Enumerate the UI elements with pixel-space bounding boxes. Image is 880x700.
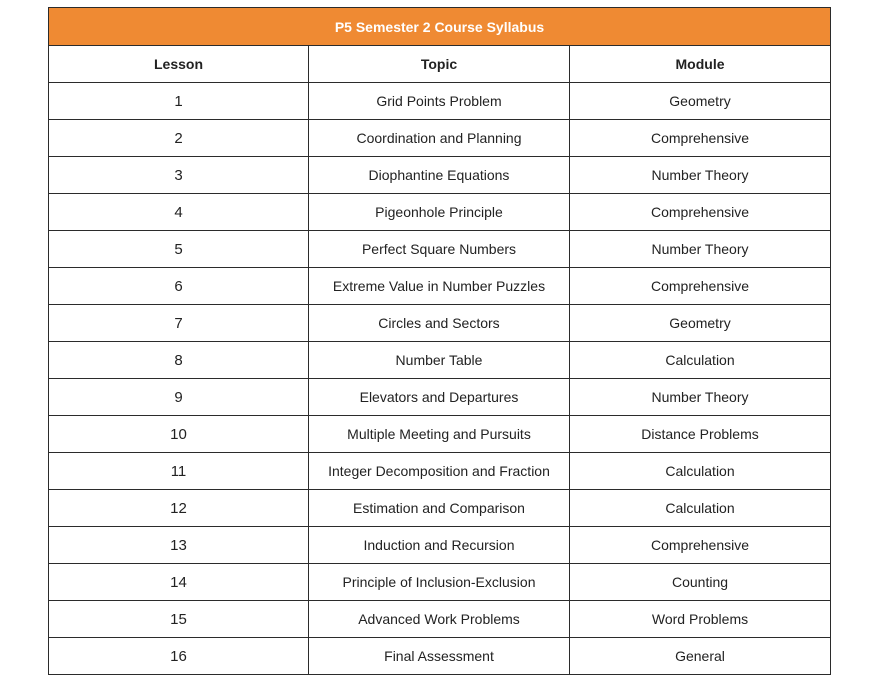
module-cell: Word Problems (570, 601, 831, 638)
table-row (49, 379, 831, 416)
table-row (49, 342, 831, 379)
topic-cell: Multiple Meeting and Pursuits (309, 416, 570, 453)
lesson-cell: 12 (49, 490, 309, 527)
table-row (49, 564, 831, 601)
lesson-cell: 15 (49, 601, 309, 638)
topic-cell: Circles and Sectors (309, 305, 570, 342)
lesson-cell: 16 (49, 638, 309, 675)
table-row (49, 194, 831, 231)
lesson-cell: 13 (49, 527, 309, 564)
table-row (49, 638, 831, 675)
module-cell: Comprehensive (570, 194, 831, 231)
topic-cell: Integer Decomposition and Fraction (309, 453, 570, 490)
table-row (49, 416, 831, 453)
table-row (49, 231, 831, 268)
header-module: Module (570, 46, 831, 83)
lesson-cell: 6 (49, 268, 309, 305)
topic-cell: Principle of Inclusion-Exclusion (309, 564, 570, 601)
lesson-cell: 8 (49, 342, 309, 379)
module-cell: Number Theory (570, 231, 831, 268)
header-topic: Topic (309, 46, 570, 83)
lesson-cell: 4 (49, 194, 309, 231)
table-title: P5 Semester 2 Course Syllabus (49, 8, 831, 46)
table-row (49, 120, 831, 157)
lesson-cell: 5 (49, 231, 309, 268)
lesson-cell: 7 (49, 305, 309, 342)
topic-cell: Advanced Work Problems (309, 601, 570, 638)
table-row (49, 83, 831, 120)
table-row (49, 453, 831, 490)
lesson-cell: 2 (49, 120, 309, 157)
module-cell: General (570, 638, 831, 675)
module-cell: Geometry (570, 83, 831, 120)
topic-cell: Diophantine Equations (309, 157, 570, 194)
lesson-cell: 11 (49, 453, 309, 490)
module-cell: Calculation (570, 490, 831, 527)
title-row (49, 8, 831, 46)
topic-cell: Induction and Recursion (309, 527, 570, 564)
header-lesson: Lesson (49, 46, 309, 83)
topic-cell: Elevators and Departures (309, 379, 570, 416)
module-cell: Comprehensive (570, 527, 831, 564)
table-row (49, 305, 831, 342)
table-row (49, 157, 831, 194)
topic-cell: Coordination and Planning (309, 120, 570, 157)
module-cell: Calculation (570, 453, 831, 490)
topic-cell: Extreme Value in Number Puzzles (309, 268, 570, 305)
module-cell: Calculation (570, 342, 831, 379)
module-cell: Number Theory (570, 157, 831, 194)
module-cell: Comprehensive (570, 120, 831, 157)
module-cell: Distance Problems (570, 416, 831, 453)
table-row (49, 268, 831, 305)
lesson-cell: 1 (49, 83, 309, 120)
table-row (49, 527, 831, 564)
topic-cell: Grid Points Problem (309, 83, 570, 120)
lesson-cell: 14 (49, 564, 309, 601)
module-cell: Geometry (570, 305, 831, 342)
module-cell: Comprehensive (570, 268, 831, 305)
lesson-cell: 9 (49, 379, 309, 416)
table-row (49, 601, 831, 638)
lesson-cell: 3 (49, 157, 309, 194)
lesson-cell: 10 (49, 416, 309, 453)
table-row (49, 490, 831, 527)
header-row (49, 46, 831, 83)
topic-cell: Estimation and Comparison (309, 490, 570, 527)
module-cell: Counting (570, 564, 831, 601)
topic-cell: Final Assessment (309, 638, 570, 675)
topic-cell: Perfect Square Numbers (309, 231, 570, 268)
module-cell: Number Theory (570, 379, 831, 416)
topic-cell: Pigeonhole Principle (309, 194, 570, 231)
syllabus-table (48, 7, 831, 675)
topic-cell: Number Table (309, 342, 570, 379)
